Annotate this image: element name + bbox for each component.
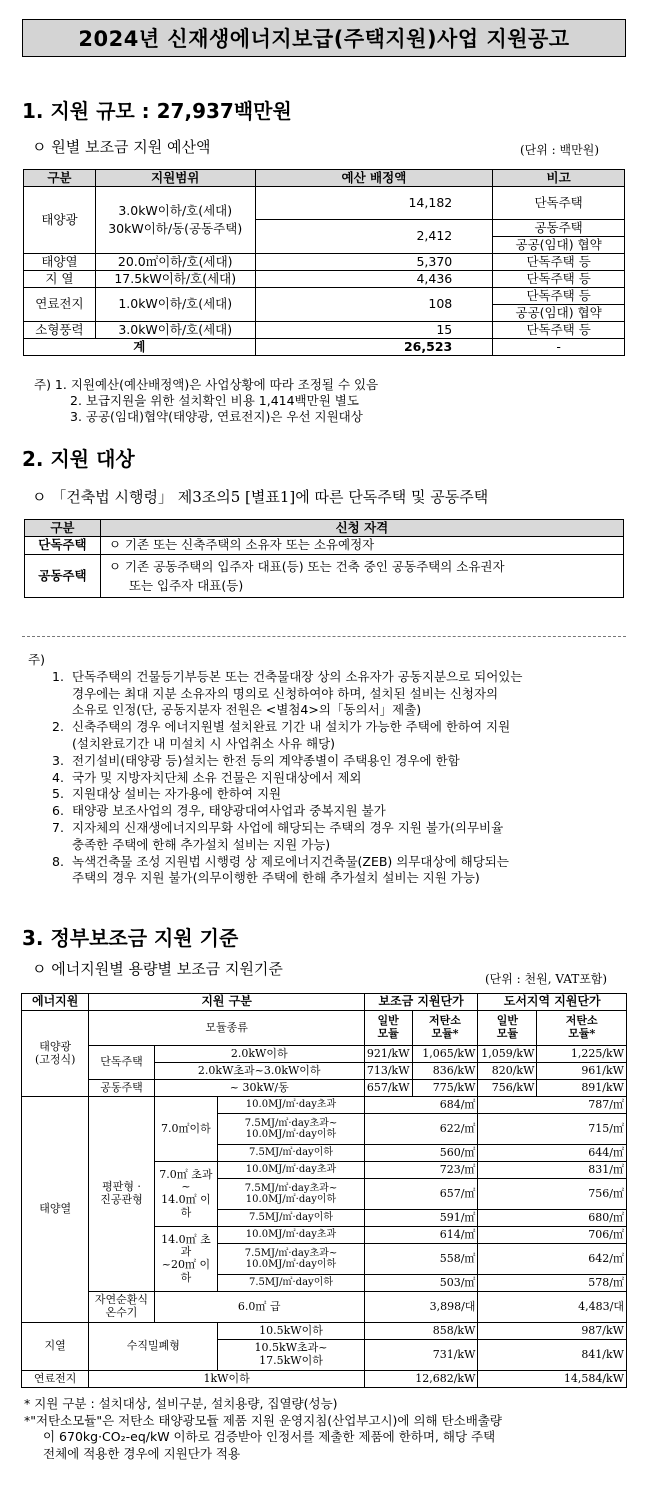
note-line: 신축주택의 경우 에너지원별 설치완료 기간 내 설치가 가능한 주택에 한하여 지원 <box>72 719 511 735</box>
category-label: 단독주택 <box>89 1046 154 1080</box>
section-1-heading: 1. 지원 규모 : 27,937백만원 <box>22 99 292 123</box>
col-header: 비고 <box>493 170 625 187</box>
row-label: 태양광 <box>24 187 96 254</box>
value-cell: 987/kW <box>478 1323 627 1340</box>
range-cell: 3.0kW이하/호(세대) <box>95 322 255 339</box>
range-cell: 2.0kW이하 <box>154 1046 364 1063</box>
value-cell: 1,059/kW <box>478 1046 537 1063</box>
eligibility-text-block <box>100 555 623 598</box>
note-line: 지원대상 설비는 자가용에 한하여 지원 <box>72 786 282 802</box>
note-number: 7. <box>52 819 64 835</box>
footnote: *"저탄소모듈"은 저탄소 태양광모듈 제품 지원 운영지침(산업부고시)에 의해 탄소배출량 <box>24 1412 502 1428</box>
range-line: 30kW이하/동(공동주택) <box>108 221 243 236</box>
thermal-row <box>22 1097 627 1114</box>
note-number: 5. <box>52 786 64 802</box>
range-line: 3.0kW이하/호(세대) <box>118 203 233 218</box>
value-cell: 921/kW <box>364 1046 412 1063</box>
value-cell: 775/kW <box>412 1080 478 1097</box>
amount-cell: 4,436 <box>255 271 493 288</box>
value-cell: 731/kW <box>364 1340 478 1371</box>
subsidy-footnotes <box>24 1396 628 1462</box>
value-cell: 14,584/kW <box>478 1371 627 1388</box>
range-cell: 20.0㎡이하/호(세대) <box>95 254 255 271</box>
note-line: 녹색건축물 조성 지원법 시행령 상 제로에너지건축물(ZEB) 의무대상에 해당되는 <box>72 853 509 869</box>
value-cell: 756/kW <box>478 1080 537 1097</box>
col-header: 신청 자격 <box>100 520 623 537</box>
note-line: 국가 및 지방자치단체 소유 건물은 지원대상에서 제외 <box>72 769 362 785</box>
amount-cell: 2,412 <box>255 220 493 254</box>
note-line: 주택의 경우 지원 불가(의무이행한 주택에 한해 추가설치 설비는 지원 가능) <box>72 870 480 886</box>
value-cell: 3,898/대 <box>364 1292 478 1323</box>
note-item <box>52 854 628 888</box>
note-line: 소유로 인정(단, 공동지분자 전원은 <별첨4>의「동의서」제출) <box>72 702 422 718</box>
general-module-header: 일반 모듈 <box>364 1011 412 1046</box>
condition-cell: 7.5MJ/㎡·day초과~ 10.0MJ/㎡·day이하 <box>218 1244 365 1275</box>
value-cell: 644/㎡ <box>478 1145 627 1162</box>
range-cell: 1.0kW이하/호(세대) <box>95 288 255 322</box>
value-cell: 841/kW <box>478 1340 627 1371</box>
eligibility-text: ㅇ 기존 공동주택의 입주자 대표(등) 또는 건축 중인 공동주택의 소유권자 <box>108 559 505 574</box>
note-number: 2. <box>52 719 64 735</box>
document-title: 2024년 신재생에너지보급(주택지원)사업 지원공고 <box>22 19 626 57</box>
note-cell: 단독주택 등 <box>493 322 625 339</box>
condition-cell: 10.0MJ/㎡·day초과 <box>218 1097 365 1114</box>
note-cell: 공동주택 <box>493 220 625 237</box>
source-label: 연료전지 <box>22 1371 89 1388</box>
value-cell: 614/㎡ <box>364 1227 478 1244</box>
note-cell: 공공(임대) 협약 <box>493 305 625 322</box>
note-number: 3. <box>52 752 64 768</box>
row-label: 태양열 <box>24 254 96 271</box>
row-label: 단독주택 <box>25 537 101 555</box>
row-label: 연료전지 <box>24 288 96 322</box>
range-cell: 10.5kW초과~ 17.5kW이하 <box>218 1340 365 1371</box>
col-header: 도서지역 지원단가 <box>478 994 627 1011</box>
footnote: * 지원 구분 : 설치대상, 설비구분, 설치용량, 집열량(성능) <box>24 1396 338 1411</box>
type-label: 수직밀폐형 <box>89 1323 218 1371</box>
amount-cell: 15 <box>255 322 493 339</box>
value-cell: 591/㎡ <box>364 1210 478 1227</box>
note-item <box>52 820 628 854</box>
note-item <box>52 753 628 770</box>
eligibility-text: 또는 입주자 대표(등) <box>128 578 244 593</box>
value-cell: 1,065/kW <box>412 1046 478 1063</box>
footnote: 전체에 적용한 경우에 지원단가 적용 <box>43 1445 241 1461</box>
col-header: 지원 구분 <box>89 994 364 1011</box>
value-cell: 820/kW <box>478 1063 537 1080</box>
source-label: 지열 <box>22 1323 89 1371</box>
value-cell: 713/kW <box>364 1063 412 1080</box>
note-cell: 공공(임대) 협약 <box>493 237 625 254</box>
value-cell: 4,483/대 <box>478 1292 627 1323</box>
condition-cell: 7.5MJ/㎡·day이하 <box>218 1275 365 1292</box>
value-cell: 706/㎡ <box>478 1227 627 1244</box>
col-header: 예산 배정액 <box>255 170 493 187</box>
range-cell: 1kW이하 <box>89 1371 364 1388</box>
value-cell: 961/kW <box>537 1063 627 1080</box>
value-cell: 756/㎡ <box>478 1179 627 1210</box>
range-cell <box>95 187 255 254</box>
row-label: 소형풍력 <box>24 322 96 339</box>
value-cell: 578/㎡ <box>478 1275 627 1292</box>
total-label: 계 <box>24 339 256 356</box>
range-cell: 10.5kW이하 <box>218 1323 365 1340</box>
notes-list <box>52 669 628 887</box>
category-label: 공동주택 <box>89 1080 154 1097</box>
value-cell: 642/㎡ <box>478 1244 627 1275</box>
value-cell: 684/㎡ <box>364 1097 478 1114</box>
value-cell: 657/kW <box>364 1080 412 1097</box>
source-label: 태양광 (고정식) <box>22 1011 89 1097</box>
note-number: 8. <box>52 853 64 869</box>
amount-cell: 5,370 <box>255 254 493 271</box>
note-item <box>52 669 628 719</box>
value-cell: 787/㎡ <box>478 1097 627 1114</box>
note-cell: 단독주택 <box>493 187 625 220</box>
amount-cell: 108 <box>255 288 493 322</box>
value-cell: 836/kW <box>412 1063 478 1080</box>
col-header: 구분 <box>25 520 101 537</box>
condition-cell: 7.5MJ/㎡·day초과~ 10.0MJ/㎡·day이하 <box>218 1179 365 1210</box>
section-1-subheading: ㅇ 원별 보조금 지원 예산액 <box>32 138 211 156</box>
note-line: 3. 공공(임대)협약(태양광, 연료전지)은 우선 지원대상 <box>70 409 363 424</box>
low-carbon-module-header: 저탄소 모듈* <box>537 1011 627 1046</box>
size-label: 14.0㎡ 초과 ~20㎡ 이하 <box>154 1227 218 1292</box>
range-cell: 6.0㎡ 급 <box>154 1292 364 1323</box>
eligibility-notes <box>28 652 628 887</box>
condition-cell: 7.5MJ/㎡·day이하 <box>218 1210 365 1227</box>
module-type-label: 모듈종류 <box>89 1011 364 1046</box>
note-number: 1. <box>52 668 64 684</box>
note-line: 경우에는 최대 지분 소유자의 명의로 신청하여야 하며, 설치된 설비는 신청자의 <box>72 685 499 701</box>
type-label: 평판형 · 진공관형 <box>89 1097 154 1292</box>
subsidy-unit-note: (단위 : 천원, VAT포함) <box>485 972 608 986</box>
value-cell: 560/㎡ <box>364 1145 478 1162</box>
total-note: - <box>493 339 625 356</box>
note-line: 지자체의 신재생에너지의무화 사업에 해당되는 주택의 경우 지원 불가(의무비율 <box>72 819 504 835</box>
divider <box>22 636 626 637</box>
budget-unit-note: (단위 : 백만원) <box>520 143 599 157</box>
col-header: 지원범위 <box>95 170 255 187</box>
condition-cell: 7.5MJ/㎡·day이하 <box>218 1145 365 1162</box>
note-line: 단독주택의 건물등기부등본 또는 건축물대장 상의 소유자가 공동지분으로 되어있는 <box>72 668 523 684</box>
subsidy-table <box>21 993 627 1388</box>
col-header: 구분 <box>24 170 96 187</box>
total-amount: 26,523 <box>255 339 493 356</box>
note-number: 6. <box>52 803 64 819</box>
range-cell: 2.0kW초과~3.0kW이하 <box>154 1063 364 1080</box>
amount-cell: 14,182 <box>255 187 493 220</box>
value-cell: 858/kW <box>364 1323 478 1340</box>
value-cell: 715/㎡ <box>478 1114 627 1145</box>
col-header: 에너지원 <box>22 994 89 1011</box>
value-cell: 680/㎡ <box>478 1210 627 1227</box>
note-line: (설치완료기간 내 미설치 시 사업취소 사유 해당) <box>72 735 336 751</box>
note-line: 충족한 주택에 한해 추가설치 설비는 지원 가능) <box>72 836 331 852</box>
note-line: 2. 보급지원을 위한 설치확인 비용 1,414백만원 별도 <box>70 393 359 408</box>
value-cell: 723/㎡ <box>364 1162 478 1179</box>
value-cell: 831/㎡ <box>478 1162 627 1179</box>
condition-cell: 10.0MJ/㎡·day초과 <box>218 1227 365 1244</box>
size-label: 7.0㎡이하 <box>154 1097 218 1162</box>
size-label: 7.0㎡ 초과~ 14.0㎡ 이하 <box>154 1162 218 1227</box>
footnote: 이 670kg·CO₂-eq/kW 이하로 검증받아 인정서를 제출한 제품에 한하며, 해당 주택 <box>43 1429 496 1444</box>
row-label: 지 열 <box>24 271 96 288</box>
note-line: 태양광 보조사업의 경우, 태양광대여사업과 중복지원 불가 <box>72 803 386 819</box>
eligibility-text: ㅇ 기존 또는 신축주택의 소유자 또는 소유예정자 <box>100 537 623 555</box>
source-label: 태양열 <box>22 1097 89 1323</box>
value-cell: 503/㎡ <box>364 1275 478 1292</box>
value-cell: 558/㎡ <box>364 1244 478 1275</box>
value-cell: 657/㎡ <box>364 1179 478 1210</box>
value-cell: 891/kW <box>537 1080 627 1097</box>
condition-cell: 7.5MJ/㎡·day초과~ 10.0MJ/㎡·day이하 <box>218 1114 365 1145</box>
note-item <box>52 770 628 787</box>
general-module-header: 일반 모듈 <box>478 1011 537 1046</box>
range-cell: ~ 30kW/동 <box>154 1080 364 1097</box>
section-3-heading: 3. 정부보조금 지원 기준 <box>22 926 239 950</box>
range-cell: 17.5kW이하/호(세대) <box>95 271 255 288</box>
notes-lead: 주) <box>28 652 45 667</box>
note-line: 주) 1. 지원예산(예산배정액)은 사업상황에 따라 조정될 수 있음 <box>34 377 379 392</box>
note-cell: 단독주택 등 <box>493 271 625 288</box>
section-2-subheading: ㅇ 「건축법 시행령」 제3조의5 [별표1]에 따른 단독주택 및 공동주택 <box>32 488 489 506</box>
note-line: 전기설비(태양광 등)설치는 한전 등의 계약종별이 주택용인 경우에 한함 <box>72 752 460 768</box>
note-number: 4. <box>52 769 64 785</box>
budget-notes <box>34 377 378 425</box>
section-3-subheading: ㅇ 에너지원별 용량별 보조금 지원기준 <box>32 960 283 978</box>
row-label: 공동주택 <box>25 555 101 598</box>
condition-cell: 10.0MJ/㎡·day초과 <box>218 1162 365 1179</box>
note-item <box>52 719 628 753</box>
value-cell: 622/㎡ <box>364 1114 478 1145</box>
col-header: 보조금 지원단가 <box>364 994 478 1011</box>
note-cell: 단독주택 등 <box>493 288 625 305</box>
budget-table <box>23 169 625 356</box>
value-cell: 12,682/kW <box>364 1371 478 1388</box>
value-cell: 1,225/kW <box>537 1046 627 1063</box>
note-item <box>52 803 628 820</box>
section-2-heading: 2. 지원 대상 <box>22 447 135 471</box>
eligibility-table <box>24 519 624 598</box>
note-item <box>52 786 628 803</box>
note-cell: 단독주택 등 <box>493 254 625 271</box>
low-carbon-module-header: 저탄소 모듈* <box>412 1011 478 1046</box>
type-label: 자연순환식 온수기 <box>89 1292 154 1323</box>
